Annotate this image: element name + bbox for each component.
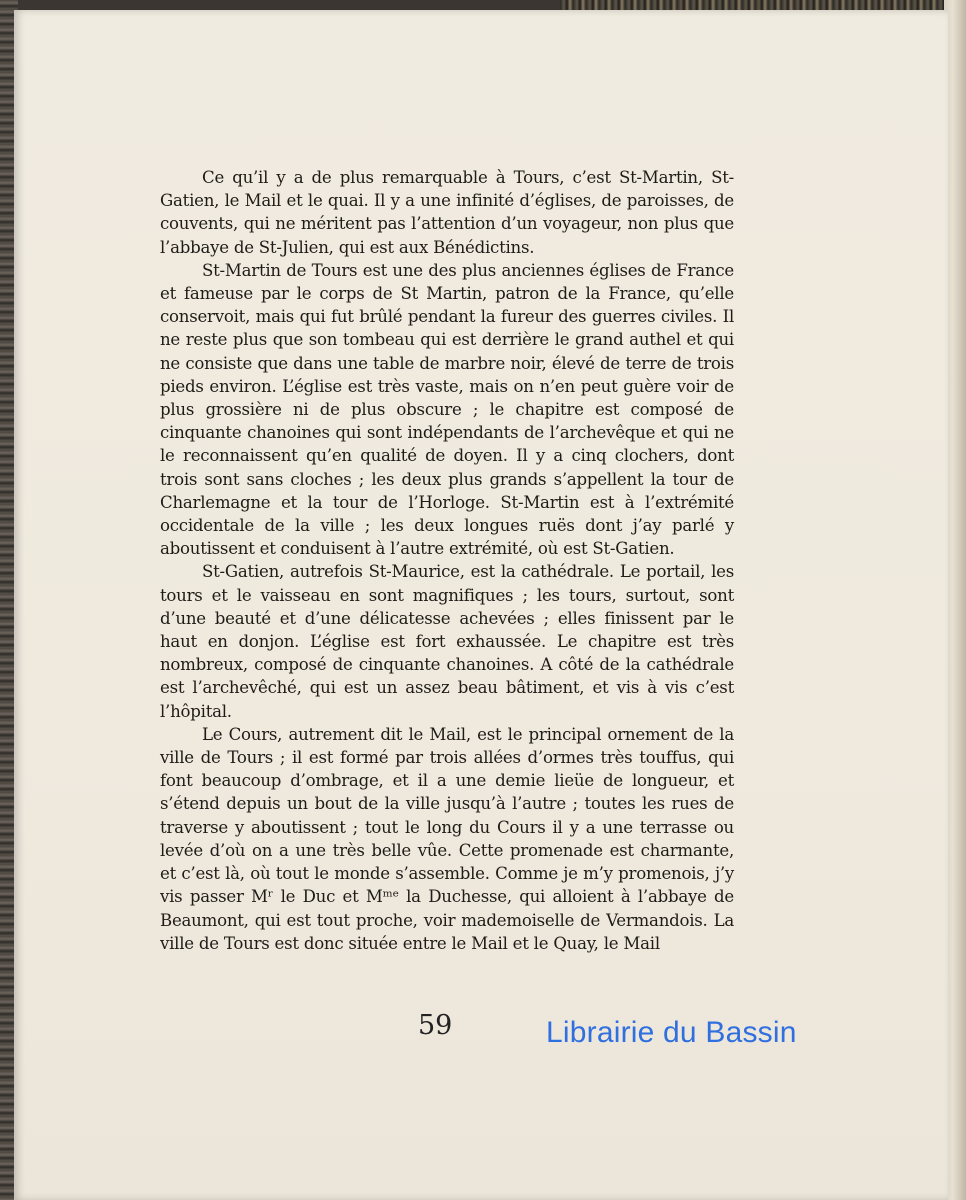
- paragraph-3: St-Gatien, autrefois St-Maurice, est la cathédrale. Le portail, les tours et le vaisseau en sont magnifiques ; les tours, surtout, sont d’une beauté et d’une délicatesse achevées ; elles finissent par le haut en donjon. L’église est fort exhaussée. Le chapitre est très nombreux, composé de cinquante chanoines. A côté de la cathédrale est l’archevêché, qui est un assez beau bâtiment, et vis à vis c’est l’hôpital.: [160, 562, 734, 721]
- paragraph-4: Le Cours, autrement dit le Mail, est le principal ornement de la ville de Tours ; il est formé par trois allées d’ormes très touffus, qui font beaucoup d’ombrage, et il a une demie lieüe de longueur, et s’étend depuis un bout de la ville jusqu’à l’autre ; toutes les rues de traverse y aboutissent ; tout le long du Cours il y a une terrasse ou levée d’où on a une très belle vûe. Cette promenade est charmante, et c’est là, où tout le monde s’assemble. Comme je m’y promenois, j’y vis passer Mʳ le Duc et Mᵐᵉ la Duchesse, qui alloient à l’abbaye de Beaumont, qui est tout proche, voir mademoiselle de Vermandois. La ville de Tours est donc située entre le Mail et le Quay, le Mail: [160, 724, 734, 953]
- paragraph-2: St-Martin de Tours est une des plus anciennes églises de France et fameuse par le corps de St Martin, patron de la France, qu’elle conservoit, mais qui fut brûlé pendant la fureur des guerres civiles. Il ne reste plus que son tombeau qui est derrière le grand authel et qui ne consiste que dans une table de marbre noir, élevé de terre de trois pieds environ. L’église est très vaste, mais on n’en peut guère voir de plus grossière ni de plus obscure ; le chapitre est composé de cinquante chanoines qui sont indépendants de l’archevêque et qui ne le reconnaissent qu’en qualité de doyen. Il y a cinq clochers, dont trois sont sans cloches ; les deux plus grands s’appellent la tour de Charlemagne et la tour de l’Horloge. St-Martin est à l’extrémité occidentale de la ville ; les deux longues ruës dont j’ay parlé y aboutissent et conduisent à l’autre extrémité, où est St-Gatien.: [160, 260, 734, 559]
- watermark: Librairie du Bassin: [546, 1016, 797, 1049]
- paragraph-1: Ce qu’il y a de plus remarquable à Tours, c’est St-Martin, St-Gatien, le Mail et le quai. Il y a une infinité d’églises, de paroisses, de couvents, qui ne méritent pas l’attention d’un voyageur, non plus que l’abbaye de St-Julien, qui est aux Bénédictins.: [160, 168, 734, 257]
- page-number: 59: [418, 1010, 453, 1041]
- book-page: [14, 10, 948, 1200]
- body-text: [160, 166, 734, 955]
